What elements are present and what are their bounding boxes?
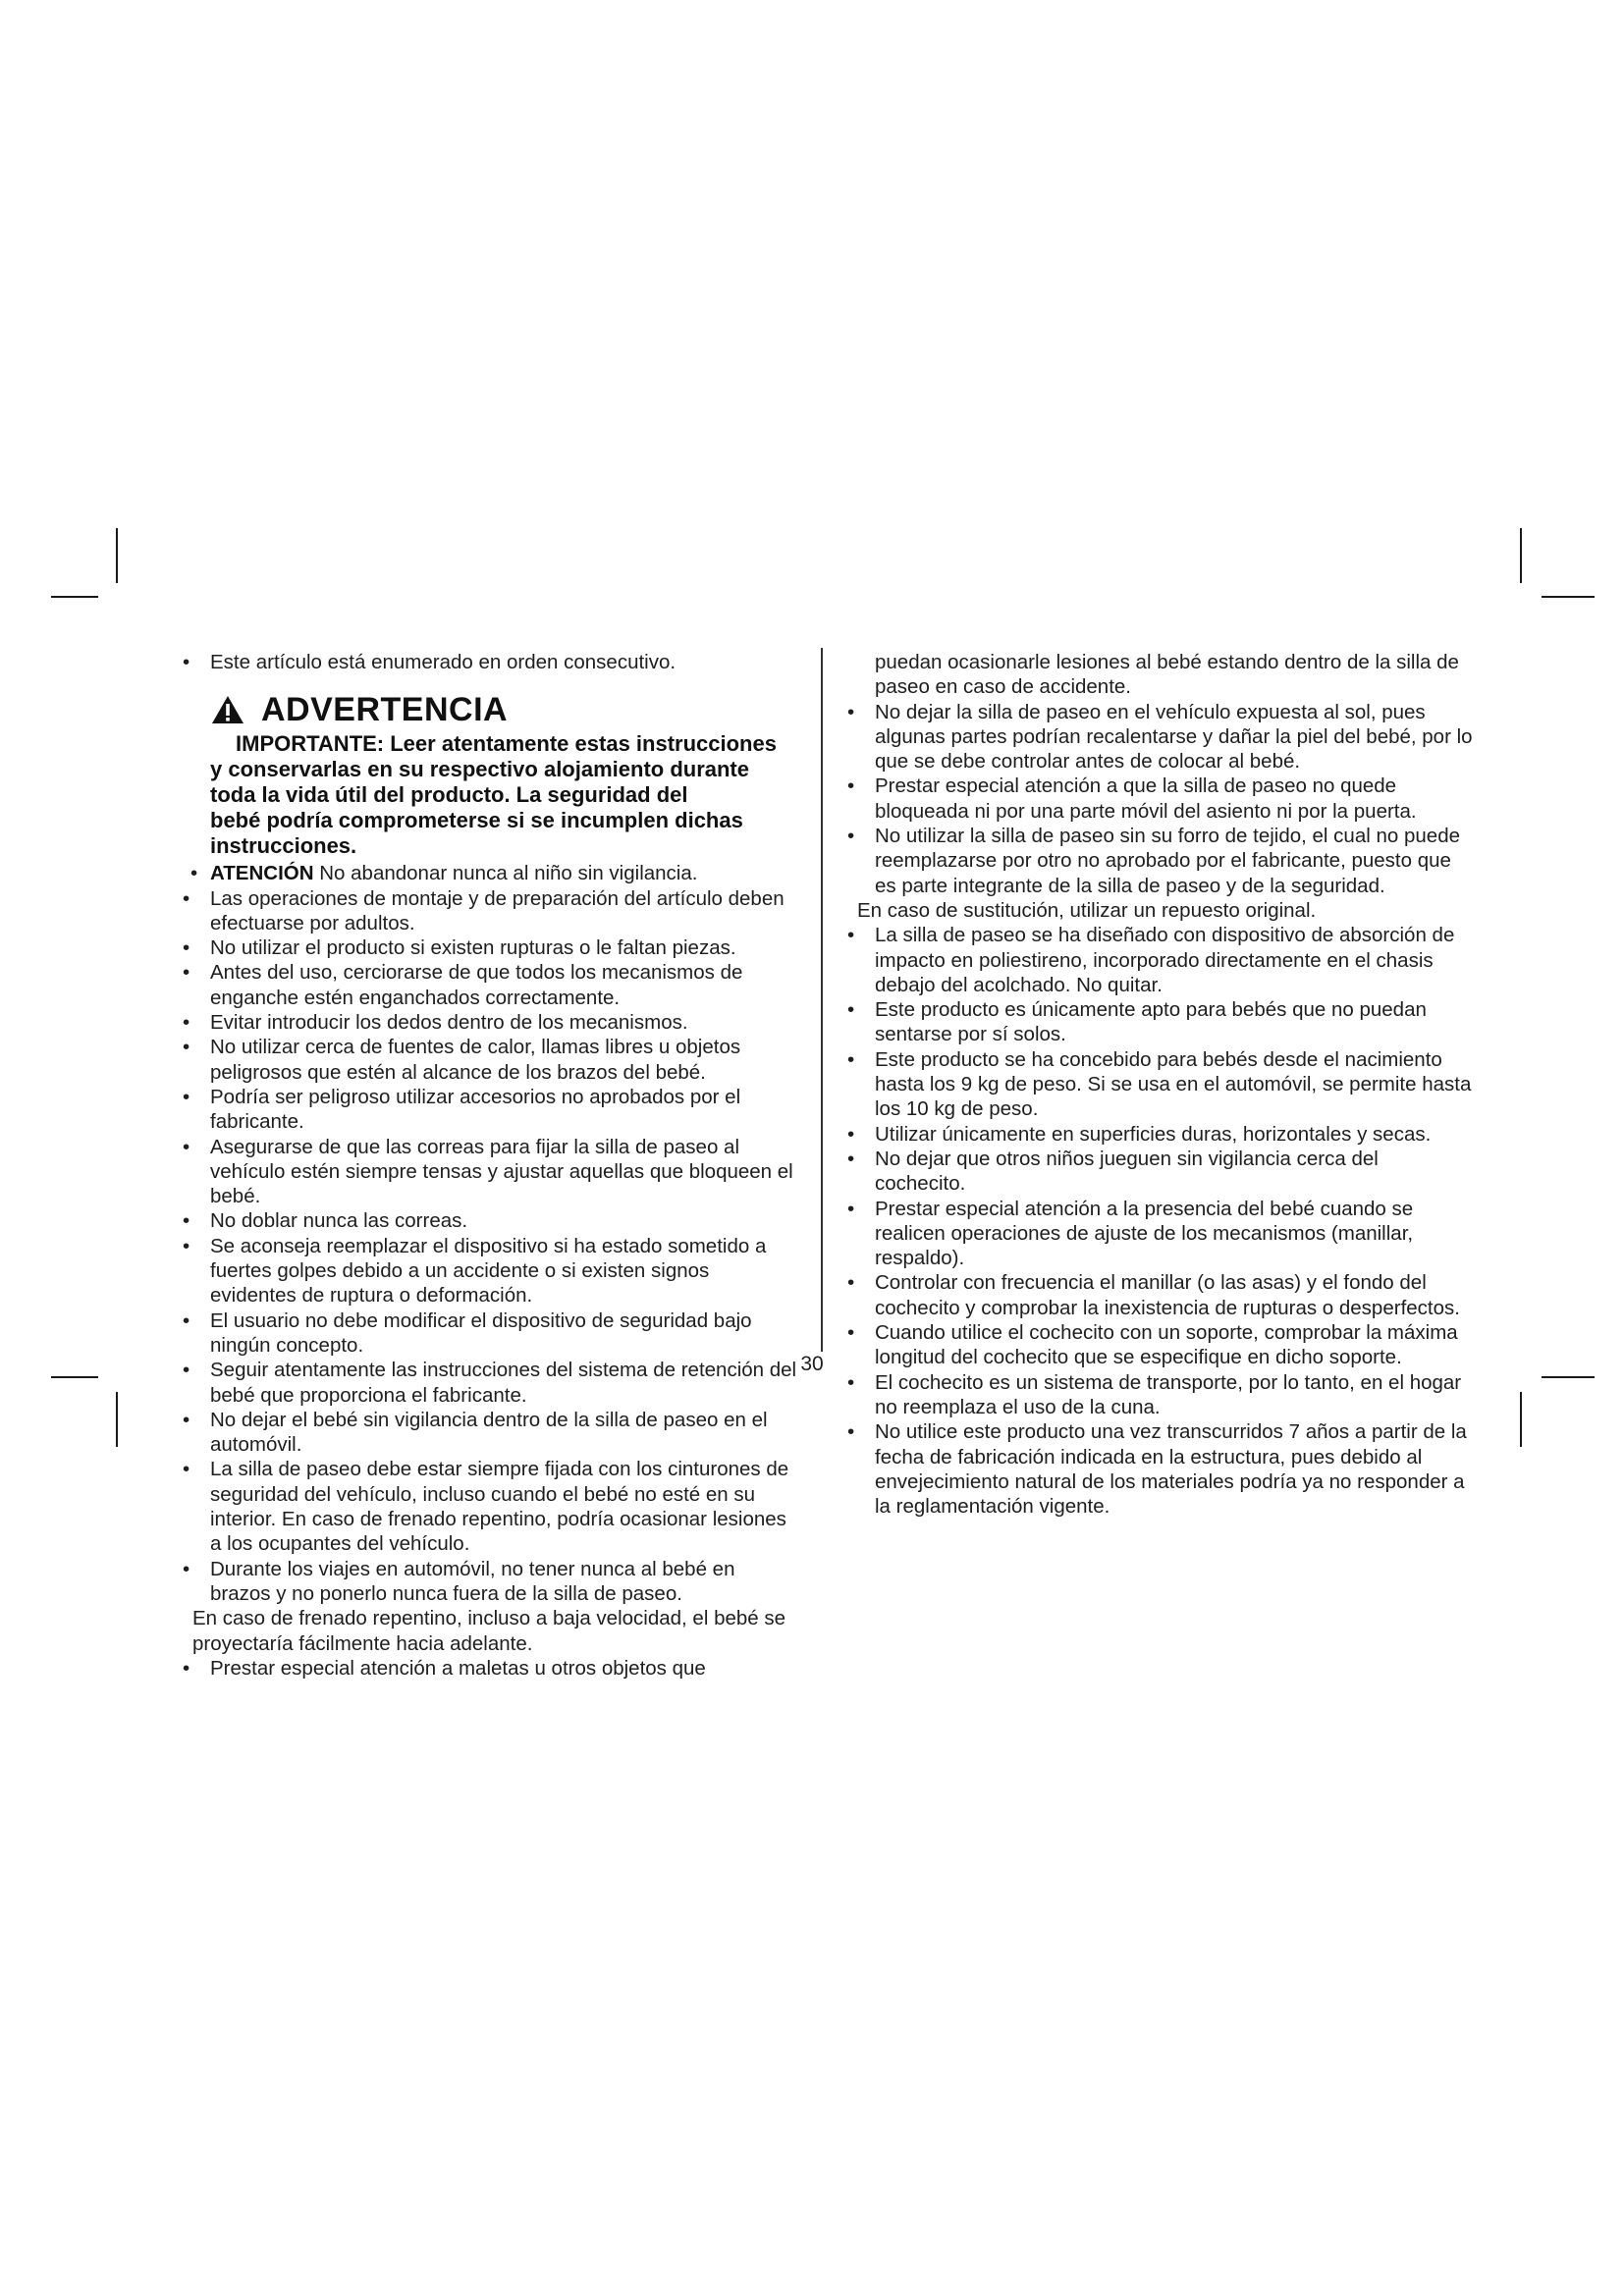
crop-mark-top-left-vertical (116, 528, 118, 583)
list-item-text: El usuario no debe modificar el dispositivo de seguridad bajo ningún concepto. (210, 1308, 752, 1357)
list-item (845, 700, 1474, 774)
list-item-text: Este producto es únicamente apto para bebés que no puedan sentarse por sí solos. (875, 998, 1427, 1046)
page-number: 30 (800, 1353, 824, 1375)
column-divider (821, 648, 823, 1352)
list-item-text: No dejar que otros niños jueguen sin vigilancia cerca del cochecito. (875, 1147, 1379, 1196)
list-item-text: Durante los viajes en automóvil, no tener nunca al bebé en brazos y no ponerlo nunca fuera de la silla de paseo. (210, 1557, 735, 1605)
list-item (845, 1419, 1474, 1519)
bullet: • (847, 1047, 855, 1071)
crop-mark-top-right-vertical (1520, 528, 1522, 583)
list-item-text: El cochecito es un sistema de transporte, por lo tanto, en el hogar no reemplaza el uso de la cuna. (875, 1370, 1462, 1418)
list-item-text: Podría ser peligroso utilizar accesorios no aprobados por el fabricante. (210, 1085, 741, 1134)
warning-title: ADVERTENCIA (261, 691, 509, 729)
bullet: • (183, 1359, 190, 1382)
warning-header (210, 690, 799, 729)
list-item-text: La silla de paseo se ha diseñado con dispositivo de absorción de impacto en poliestireno, incorporado directamente en el chasis debajo del acolchado. No quitar. (875, 924, 1455, 996)
list-item (181, 1408, 799, 1458)
crop-mark-bottom-left-horizontal (51, 1376, 98, 1378)
crop-mark-bottom-right-vertical (1520, 1392, 1522, 1447)
list-item-text: No utilice este producto una vez transcurridos 7 años a partir de la fecha de fabricación indicada en la estructura, pues debido al envejecimiento natural de los materiales podría ya no responder a la reglamentación vigente. (875, 1420, 1467, 1519)
bullet: • (847, 1420, 855, 1444)
list-item (181, 960, 799, 1010)
list-item (181, 1085, 799, 1135)
bullet: • (847, 1147, 855, 1170)
warning-triangle-icon (210, 694, 245, 725)
bullet: • (847, 998, 855, 1022)
list-item-text: Se aconseja reemplazar el dispositivo si ha estado sometido a fuertes golpes debido a un accidente o si existen signos evidentes de ruptura o deformación. (210, 1234, 767, 1308)
list-item (845, 1197, 1474, 1271)
list-item (845, 1047, 1474, 1122)
list-item (181, 1457, 799, 1556)
list-item (845, 1122, 1474, 1147)
bullet: • (183, 961, 190, 985)
list-item-text: Evitar introducir los dedos dentro de los mecanismos. (210, 1011, 688, 1035)
list-item (845, 774, 1474, 824)
attention-text: No abandonar nunca al niño sin vigilancia. (313, 862, 698, 885)
bullet: • (847, 1370, 855, 1394)
intro-item: • Este artículo está enumerado en orden consecutivo. (183, 651, 677, 673)
list-item-text: No utilizar cerca de fuentes de calor, llamas libres u objetos peligrosos que estén al alcance de los brazos del bebé. (210, 1036, 741, 1084)
crop-mark-bottom-left-vertical (116, 1392, 118, 1447)
bullet: • (847, 774, 855, 798)
list-item (181, 1135, 799, 1209)
list-item (181, 935, 799, 960)
list-item (845, 824, 1474, 898)
crop-mark-bottom-right-horizontal (1542, 1376, 1595, 1378)
list-item (845, 1270, 1474, 1320)
list-item (181, 1557, 799, 1607)
attention-label: ATENCIÓN (210, 862, 314, 885)
list-item (181, 1234, 799, 1308)
list-item-text: La silla de paseo debe estar siempre fijada con los cinturones de seguridad del vehículo, incluso cuando el bebé no esté en su interior. En caso de frenado repentino, podría ocasionar lesiones a los ocupantes del vehículo. (210, 1458, 789, 1556)
bullet: • (847, 825, 855, 848)
important-line: toda la vida útil del producto. La seguridad del (210, 782, 688, 808)
attention-item (181, 861, 799, 885)
list-item-text: No dejar la silla de paseo en el vehículo expuesta al sol, pues algunas partes podrían recalentarse y dañar la piel del bebé, por lo que se debe controlar antes de colocar al bebé. (875, 700, 1473, 774)
list-item (181, 1208, 799, 1233)
list-item-text: Asegurarse de que las correas para fijar la silla de paseo al vehículo estén siempre tensas y ajustar aquellas que bloqueen el bebé. (210, 1135, 793, 1208)
bullet: • (183, 1458, 190, 1481)
list-item (181, 886, 799, 936)
list-item (845, 997, 1474, 1047)
bullet: • (183, 1408, 190, 1431)
bullet: • (847, 1321, 855, 1345)
bullet: • (847, 924, 855, 947)
important-line: y conservarlas en su respectivo alojamiento durante (210, 757, 749, 782)
right-bullet-list-a (845, 700, 1474, 898)
continued-text: puedan ocasionarle lesiones al bebé estando dentro de la silla de paseo en caso de accidente. (875, 651, 1459, 699)
bullet: • (183, 1135, 190, 1158)
list-item-text: Utilizar únicamente en superficies duras, horizontales y secas. (875, 1122, 1432, 1146)
list-item-text: No utilizar el producto si existen rupturas o le faltan piezas. (210, 936, 736, 960)
bullet: • (190, 862, 198, 885)
crop-mark-top-right-horizontal (1542, 596, 1595, 598)
list-item-text: Controlar con frecuencia el manillar (o las asas) y el fondo del cochecito y comprobar la inexistencia de rupturas o desperfectos. (875, 1271, 1460, 1319)
list-item (845, 1370, 1474, 1420)
bullet: • (183, 1234, 190, 1257)
bullet: • (183, 886, 190, 910)
list-item-text: No utilizar la silla de paseo sin su forro de tejido, el cual no puede reemplazarse por otro no aprobado por el fabricante, puesto que es parte integrante de la silla de paseo y de la seguridad. (875, 825, 1460, 897)
left-column (181, 650, 799, 1681)
bullet: • (847, 1122, 855, 1146)
bullet: • (183, 1656, 190, 1680)
bullet: • (183, 1209, 190, 1233)
right-bullet-list-b (845, 923, 1474, 1519)
list-item-text: Prestar especial atención a la presencia del bebé cuando se realicen operaciones de ajuste de los mecanismos (manillar, respaldo). (875, 1197, 1414, 1270)
list-item-text: No dejar el bebé sin vigilancia dentro de la silla de paseo en el automóvil. (210, 1408, 768, 1457)
list-item-text: Seguir atentamente las instrucciones del sistema de retención del bebé que proporciona el fabricante. (210, 1359, 797, 1407)
important-line: IMPORTANTE: Leer atentamente estas instrucciones (236, 731, 777, 757)
crop-mark-top-left-horizontal (51, 596, 98, 598)
right-note-paragraph: En caso de sustitución, utilizar un repuesto original. (857, 898, 1317, 922)
list-item-text: Las operaciones de montaje y de preparación del artículo deben efectuarse por adultos. (210, 886, 785, 934)
list-item (181, 1308, 799, 1359)
list-item (845, 1147, 1474, 1197)
list-item-text: Prestar especial atención a que la silla de paseo no quede bloqueada ni por una parte móvil del asiento ni por la puerta. (875, 774, 1417, 823)
important-line: instrucciones. (210, 833, 357, 859)
list-item-text: Este producto se ha concebido para bebés desde el nacimiento hasta los 9 kg de peso. Si se usa en el automóvil, se permite hasta los 10 kg de peso. (875, 1047, 1472, 1121)
bullet: • (183, 1308, 190, 1332)
list-item-text: Cuando utilice el cochecito con un soporte, comprobar la máxima longitud del cochecito que se especifique en dicho soporte. (875, 1321, 1458, 1369)
bullet: • (847, 700, 855, 723)
important-line: bebé podría comprometerse si se incumplen dichas (210, 808, 743, 833)
right-column (845, 650, 1474, 1519)
bullet: • (847, 1197, 855, 1220)
bullet: • (183, 1085, 190, 1108)
list-item (845, 923, 1474, 997)
left-note-paragraph: En caso de frenado repentino, incluso a baja velocidad, el bebé se proyectaría fácilmente hacia adelante. (192, 1607, 786, 1655)
list-item: • Prestar especial atención a maletas u otros objetos que (183, 1656, 706, 1680)
bullet: • (183, 1011, 190, 1035)
list-item (181, 1035, 799, 1085)
bullet: • (183, 936, 190, 960)
bullet: • (183, 1557, 190, 1580)
important-notice (181, 731, 799, 859)
bullet: • (847, 1271, 855, 1295)
list-item-text: Antes del uso, cerciorarse de que todos los mecanismos de enganche estén enganchados correctamente. (210, 961, 743, 1009)
left-bullet-list (181, 886, 799, 1607)
bullet: • (183, 651, 190, 673)
list-item-text: No doblar nunca las correas. (210, 1209, 468, 1233)
bullet: • (183, 1036, 190, 1059)
list-item (181, 1010, 799, 1035)
